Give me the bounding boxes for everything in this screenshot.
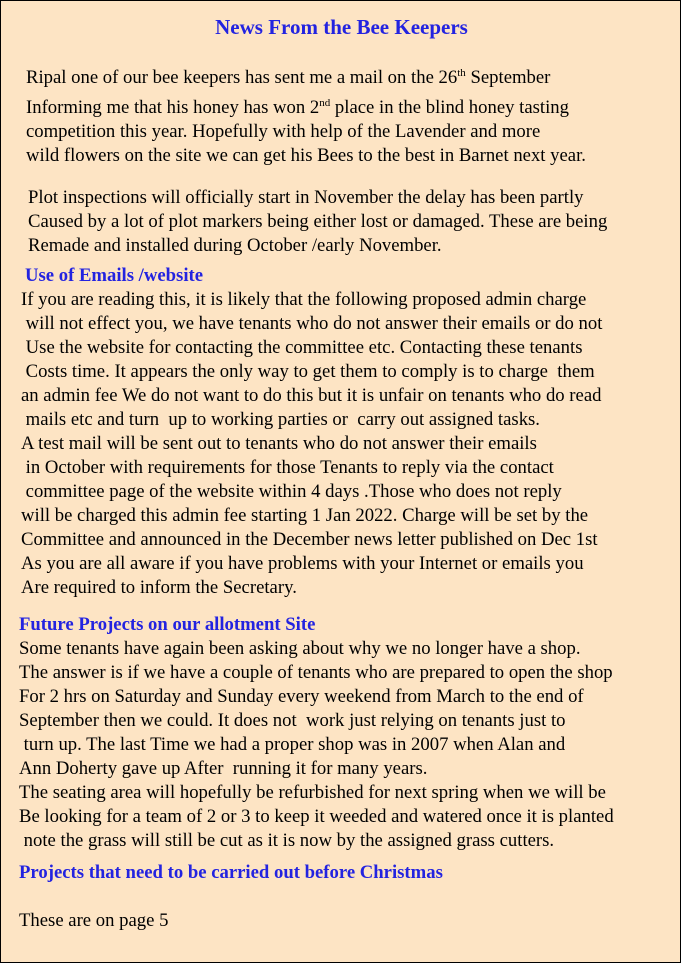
emails-line-3: Use the website for contacting the committee etc. Contacting these tenants (21, 337, 583, 358)
bee-line-2-end: place in the blind honey tasting (330, 97, 569, 118)
projects-line-7: The seating area will hopefully be refurbished for next spring when we will be (19, 782, 606, 803)
bee-line-1 (26, 67, 550, 89)
plot-line-2: Caused by a lot of plot markers being either lost or damaged. These are being (28, 211, 608, 232)
bee-line-2-sup: nd (319, 97, 331, 109)
plot-line-3: Remade and installed during October /early November. (28, 235, 442, 256)
emails-line-1: If you are reading this, it is likely that the following proposed admin charge (21, 289, 587, 310)
christmas-text: These are on page 5 (19, 910, 169, 931)
plot-line-1: Plot inspections will officially start in November the delay has been partly (28, 187, 584, 208)
emails-line-2: will not effect you, we have tenants who do not answer their emails or do not (21, 313, 603, 334)
emails-line-9: committee page of the website within 4 days .Those who does not reply (21, 481, 562, 502)
emails-line-12: As you are all aware if you have problems with your Internet or emails you (21, 553, 584, 574)
projects-line-9: note the grass will still be cut as it is now by the assigned grass cutters. (19, 830, 555, 851)
emails-line-10: will be charged this admin fee starting 1 Jan 2022. Charge will be set by the (21, 505, 589, 526)
projects-line-1: Some tenants have again been asking about why we no longer have a shop. (19, 638, 581, 659)
emails-line-7: A test mail will be sent out to tenants who do not answer their emails (21, 433, 537, 454)
bee-line-4: wild flowers on the site we can get his Bees to the best in Barnet next year. (26, 145, 586, 166)
projects-heading: Future Projects on our allotment Site (19, 614, 316, 635)
emails-line-13: Are required to inform the Secretary. (21, 577, 297, 598)
emails-line-6: mails etc and turn up to working parties or carry out assigned tasks. (21, 409, 540, 430)
projects-line-2: The answer is if we have a couple of tenants who are prepared to open the shop (19, 662, 613, 683)
emails-heading: Use of Emails /website (25, 265, 204, 286)
emails-line-8: in October with requirements for those Tenants to reply via the contact (21, 457, 554, 478)
bee-line-2-text: Informing me that his honey has won 2 (26, 97, 320, 118)
projects-line-6: Ann Doherty gave up After running it for many years. (19, 758, 428, 779)
emails-line-11: Committee and announced in the December news letter published on Dec 1st (21, 529, 598, 550)
emails-line-4: Costs time. It appears the only way to get them to comply is to charge them (21, 361, 595, 382)
projects-line-8: Be looking for a team of 2 or 3 to keep it weeded and watered once it is planted (19, 806, 614, 827)
emails-line-5: an admin fee We do not want to do this but it is unfair on tenants who do read (21, 385, 602, 406)
projects-line-3: For 2 hrs on Saturday and Sunday every weekend from March to the end of (19, 686, 584, 707)
page-title: News From the Bee Keepers (215, 15, 468, 39)
projects-line-5: turn up. The last Time we had a proper shop was in 2007 when Alan and (19, 734, 566, 755)
bee-line-1-end: September (465, 67, 551, 88)
projects-line-4: September then we could. It does not work just relying on tenants just to (19, 710, 566, 731)
bee-line-1-sup: th (457, 67, 466, 79)
christmas-heading: Projects that need to be carried out before Christmas (19, 862, 443, 883)
bee-line-2 (26, 97, 569, 119)
bee-line-3: competition this year. Hopefully with help of the Lavender and more (26, 121, 541, 142)
bee-line-1-text: Ripal one of our bee keepers has sent me a mail on the 26 (26, 67, 458, 88)
